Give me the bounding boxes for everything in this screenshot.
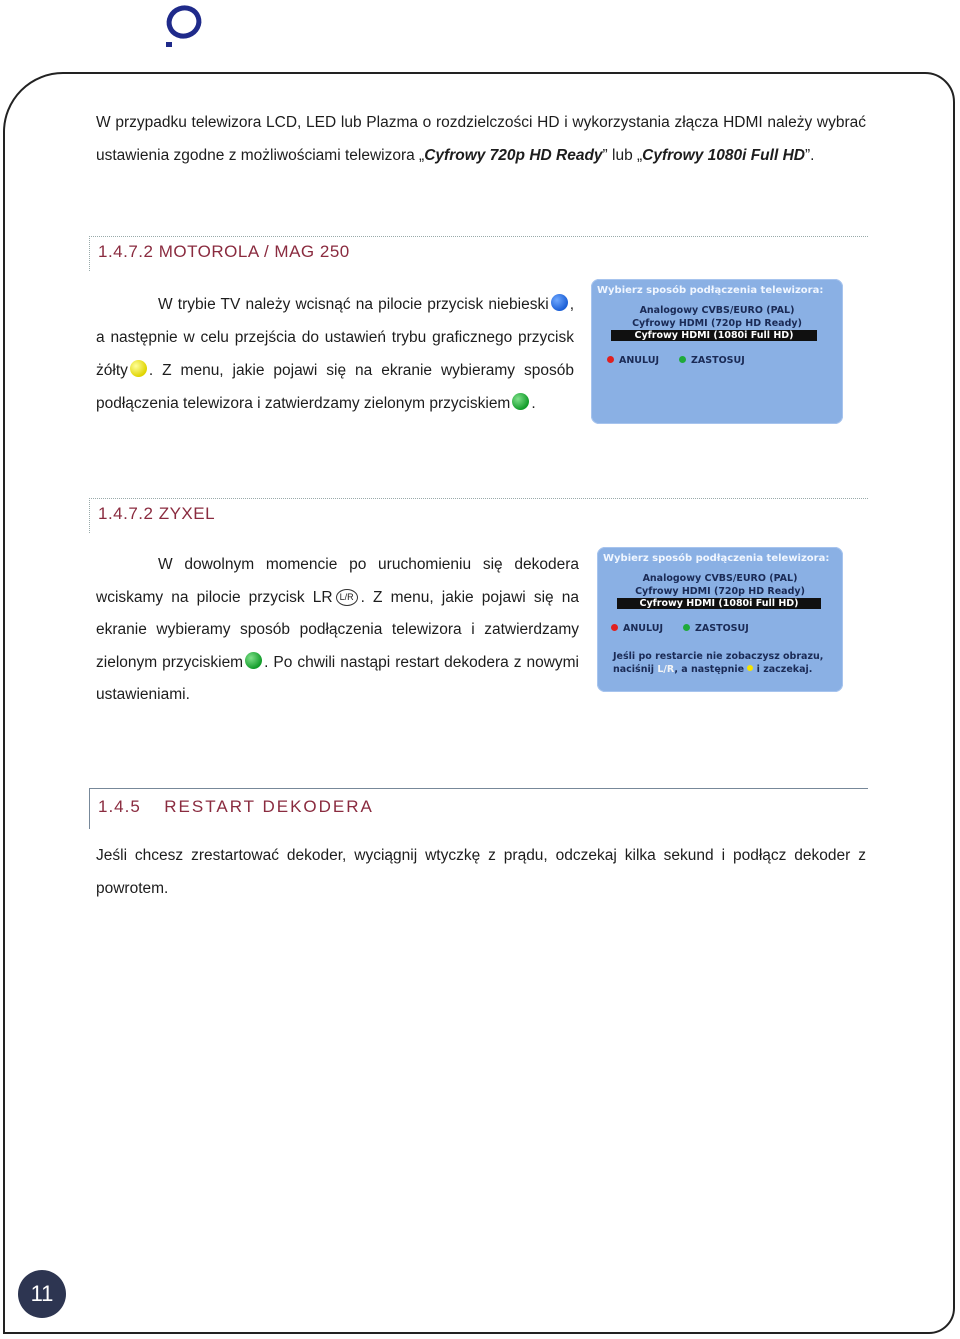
screen-apply: ZASTOSUJ — [679, 355, 745, 366]
blue-button-icon — [551, 294, 568, 311]
heading-title: RESTART DEKODERA — [164, 797, 374, 816]
screen-title: Wybierz sposób podłączenia telewizora: — [603, 553, 830, 564]
restart-paragraph: Jeśli chcesz zrestartować dekoder, wyciągnij wtyczkę z prądu, odczekaj kilka sekund i podłącz dekoder z powrotem. — [96, 847, 866, 897]
section-heading-zyxel — [89, 498, 868, 533]
motorola-tv-screen — [591, 279, 843, 424]
heading-text: 1.4.7.2 ZYXEL — [98, 504, 216, 523]
intro-paragraph: W przypadku telewizora LCD, LED lub Plazma o rozdzielczości HD i wykorzystania złącza HDMI należy wybrać ustawienia zgodne z możliwościami telewizora „Cyfrowy 720p HD Ready” lub „Cyfrowy 1080i Full HD”. — [96, 114, 866, 164]
screen-option-selected: Cyfrowy HDMI (1080i Full HD) — [611, 330, 817, 341]
screen-option-selected: Cyfrowy HDMI (1080i Full HD) — [617, 598, 821, 609]
screen-note: Jeśli po restarcie nie zobaczysz obrazu, naciśnij L/R, a następnie i zaczekaj. — [613, 651, 824, 675]
heading-text: 1.4.7.2 MOTOROLA / MAG 250 — [98, 242, 350, 261]
screen-apply: ZASTOSUJ — [683, 623, 749, 634]
green-button-icon — [512, 393, 529, 410]
red-dot-icon — [611, 624, 618, 631]
logo-icon — [160, 2, 208, 50]
section-heading-restart — [89, 788, 868, 829]
red-dot-icon — [607, 356, 614, 363]
zyxel-paragraph: W dowolnym momencie po uruchomieniu się dekodera wciskamy na pilocie przycisk LR L/R . Z menu, jakie pojawi się na ekranie wybieramy sposób podłączenia telewizora i zatwierdzamy zielonym przyciskiem . Po chwili nastąpi restart dekodera z nowymi ustawieniami. — [96, 556, 580, 703]
screen-option: Analogowy CVBS/EURO (PAL) — [639, 305, 795, 316]
green-button-icon — [245, 652, 262, 669]
section-heading-motorola — [89, 236, 868, 271]
page-number: 11 — [18, 1270, 66, 1318]
screen-cancel: ANULUJ — [607, 355, 659, 366]
screen-option: Analogowy CVBS/EURO (PAL) — [642, 573, 798, 584]
green-dot-icon — [679, 356, 686, 363]
yellow-button-icon — [130, 360, 147, 377]
motorola-paragraph: W trybie TV należy wcisnąć na pilocie przycisk niebieski , a następnie w celu przejścia do ustawień trybu graficznego przycisk żółty . Z menu, jakie pojawi się na ekranie wybieramy sposób podłączenia telewizora i zatwierdzamy zielonym przyciskiem . — [96, 296, 574, 412]
heading-text — [98, 797, 374, 817]
screen-cancel: ANULUJ — [611, 623, 663, 634]
heading-number: 1.4.5 — [98, 797, 141, 816]
screen-option: Cyfrowy HDMI (720p HD Ready) — [632, 318, 802, 329]
screen-option: Cyfrowy HDMI (720p HD Ready) — [635, 586, 805, 597]
lr-button-icon: L/R — [336, 589, 358, 606]
zyxel-tv-screen — [597, 547, 843, 692]
green-dot-icon — [683, 624, 690, 631]
screen-title: Wybierz sposób podłączenia telewizora: — [597, 285, 824, 296]
